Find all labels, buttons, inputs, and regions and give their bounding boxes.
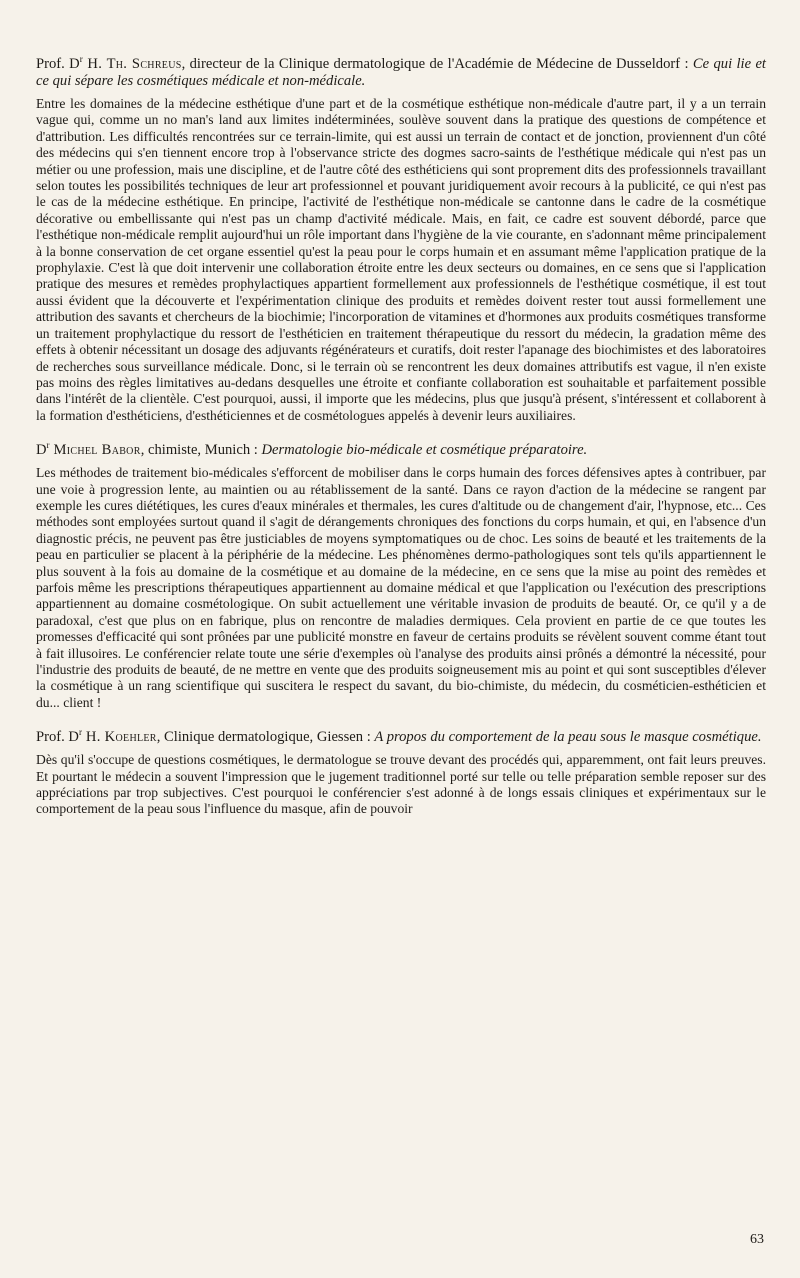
doctor-superscript: r (46, 440, 50, 451)
entry-heading (36, 442, 766, 459)
entry-body: Les méthodes de traitement bio-médicales s'efforcent de mobiliser dans le corps humain des forces défensives aptes à contribuer, par une voie à progression lente, au maintien ou au rétablissement de la santé. Dans ce rayon d'action de la médecine se rangent par exemple les cures diététiques, les cures d'eaux minérales et thermales, les cures d'altitude ou de changement d'air, l'hypnose, etc... Ces méthodes sont employées surtout quand il s'agit de dérangements chroniques des fonctions du corps humain, et qui, en l'absence d'un diagnostic précis, ne peuvent pas être justiciables de moyens symptomatiques ou de choc. Les soins de beauté et les traitements de la peau en particulier se placent à la périphérie de la médecine. Les phénomènes dermo-pathologiques sont tels qu'ils appartiennent le plus souvent à la fois au domaine de la cosmétique et au domaine de la médecine, en ce sens que la mise au point des remèdes et parfois même les prescriptions thérapeutiques appartiennent au domaine médical et que l'application ou l'exécution des prescriptions appartiennent au domaine cosmétologique. On subit actuellement une véritable invasion de produits de beauté. Or, ce qu'il y a de paradoxal, c'est que plus on en fabrique, plus on rencontre de maladies dermiques. Cela provient en partie de ce que toutes les promesses d'efficacité qui sont prônées par une publicité monstre en faveur de certains produits se révèlent souvent comme étant tout à fait illusoires. Le conférencier relate toute une série d'exemples où l'analyse des produits ainsi prônés a démontré la nécessité, pour l'industrie des produits de beauté, de ne mettre en vente que des produits soigneusement mis au point et qui sont susceptibles d'élever la cosmétique à un rang scientifique qui suscitera le respect du savant, du bio-chimiste, du médecin, du cosméticien-esthéticien et du... client ! (36, 465, 766, 710)
entry-body: Dès qu'il s'occupe de questions cosmétiques, le dermatologue se trouve devant des procédés qui, apparemment, ont fait leurs preuves. Et pourtant le médecin a souvent l'impression que le jugement traditionnel porté sur telle ou telle préparation semble reposer sur des appréciations par trop subjectives. C'est pourquoi le conférencier s'est adonné à de longs essais cliniques et expérimentaux sur le comportement de la peau sous l'influence du masque, afin de pouvoir (36, 752, 766, 817)
author-affiliation: , Clinique dermatologique, Giessen : (156, 729, 375, 746)
doctor-superscript: r (78, 727, 82, 738)
article-entry-1 (36, 56, 766, 424)
entry-heading (36, 56, 766, 90)
talk-title: Dermatologie bio-médicale et cosmétique préparatoire. (261, 442, 588, 459)
author-title: Prof. D (36, 56, 80, 72)
author-title: Prof. D (36, 729, 79, 746)
article-entry-3 (36, 729, 766, 818)
talk-title: Ce qui lie et ce qui sépare les cosmétiques médicale et non-médicale. (36, 56, 766, 89)
author-name: Michel Babor (49, 442, 141, 459)
author-name: H. Koehler (81, 729, 157, 746)
entry-body: Entre les domaines de la médecine esthétique d'une part et de la cosmétique esthétique non-médicale d'autre part, il y a un terrain vague qui, comme un no man's land aux limites indéterminées, soulève souvent dans la pratique des questions de compétence et d'attribution. Les difficultés rencontrées sur ce terrain-limite, qui est aussi un terrain de contact et de jonction, proviennent d'un côté des médecins qui s'en tiennent encore trop à l'observance stricte des dogmes sacro-saints de l'esthétique médicale qui n'est pas un métier ou une profession, mais une discipline, et de l'autre côté des esthéticiens qui sont proprement dits des professionnels travaillant selon toutes les possibilités techniques de leur art professionnel et pouvant juridiquement avoir recours à la publicité, ce qui n'est pas le cas de la médecine esthétique. En principe, l'activité de l'esthétique non-médicale se cantonne dans le cadre de la cosmétique décorative ou embellissante qui n'est pas un champ d'activité médicale. Mais, en fait, ce cadre est souvent débordé, parce que l'esthétique non-médicale remplit aujourd'hui un rôle important dans l'hygiène de la vie courante, en s'adonnant même principalement à la bonne conservation de cet organe essentiel qu'est la peau pour le corps humain et en assumant même l'application pratique de la prophylaxie. C'est là que doit intervenir une collaboration étroite entre les deux secteurs ou domaines, en ce sens que si l'application pratique des mesures et remèdes prophylactiques appartient formellement aux professionnels de l'esthétique cosmétique, il est tout aussi évident que la découverte et l'expérimentation clinique des produits et remèdes doivent rester tout aussi formellement une attribution des savants et chercheurs de la biochimie; l'incorporation de vitamines et d'hormones aux produits cosmétiques transforme un traitement prophylactique du ressort de l'esthéticien en traitement thérapeutique du ressort du médecin, la gradation même des effets à obtenir nécessitant un dosage des adjuvants régénérateurs et curatifs, doit rester l'apanage des biochimistes et des laboratoires de recherches sous surveillance médicale. Donc, si le terrain où se rencontrent les deux domaines attributifs est vague, il n'en existe pas moins des règles limitatives au-dedans desquelles une étroite et confiante collaboration est souhaitable et parfaitement possible dans l'intérêt de la clientèle. C'est pourquoi, aussi, il importe que les médecins, plus que jusqu'à présent, s'intéressent et collaborent à la formation d'esthéticiens, d'esthéticiennes et de cosmétologues appelés à devenir leurs auxiliaires. (36, 96, 766, 423)
author-title: D (36, 442, 47, 459)
page-number: 63 (750, 1232, 764, 1247)
entry-heading (36, 729, 766, 746)
author-affiliation: , chimiste, Munich : (140, 442, 262, 459)
doctor-superscript: r (79, 54, 83, 65)
author-name: H. Th. Schreus (82, 56, 182, 72)
author-affiliation: , directeur de la Clinique dermatologique de l'Académie de Médecine de Dusseldorf : (181, 56, 693, 72)
article-entry-2 (36, 442, 766, 711)
talk-title: A propos du comportement de la peau sous le masque cosmétique. (374, 729, 762, 746)
